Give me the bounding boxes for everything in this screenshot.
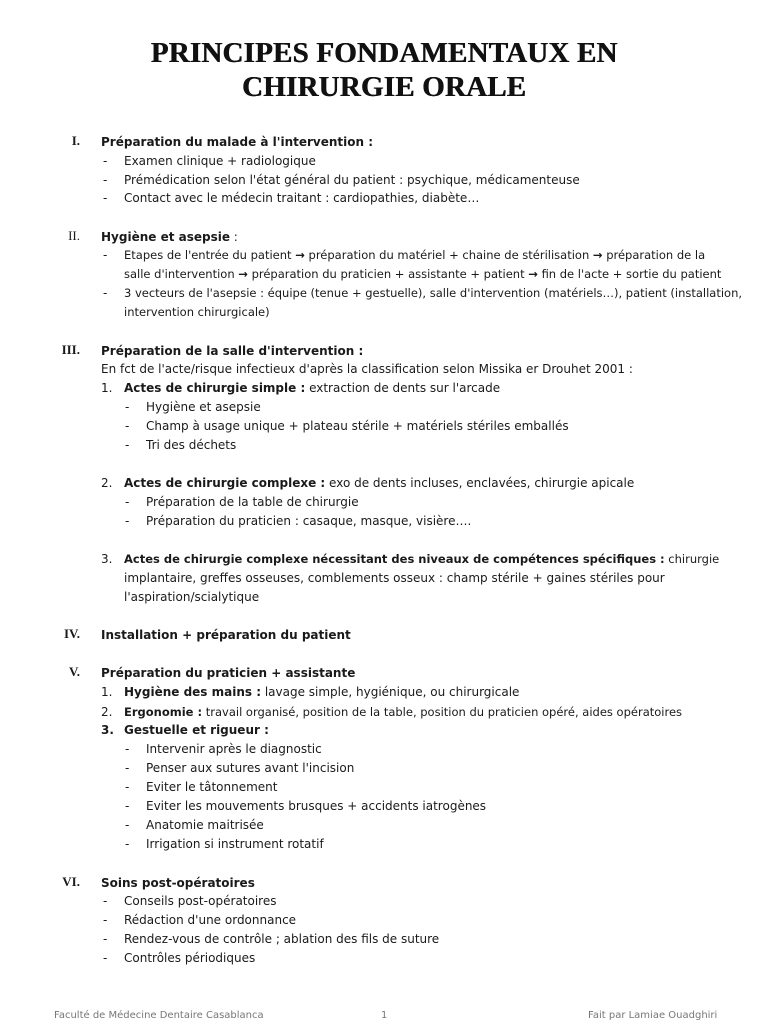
dash-marker: -	[103, 932, 108, 946]
section-3-number: III.	[61, 342, 80, 357]
section-6-number: VI.	[62, 874, 80, 889]
dash-marker: -	[125, 514, 130, 528]
subsection-3-1-number: 1.	[101, 381, 113, 395]
dash-marker: -	[125, 438, 130, 452]
dash-marker: -	[125, 495, 130, 509]
section-5-heading: Préparation du praticien + assistante	[101, 666, 356, 680]
subsection-5-3-heading: Gestuelle et rigueur :	[124, 723, 269, 737]
section-6-item: Conseils post-opératoires	[124, 894, 277, 908]
section-1-heading: Préparation du malade à l'intervention :	[101, 135, 374, 149]
subsection-3-3-line-3: l'aspiration/scialytique	[124, 590, 260, 604]
section-1-item: Prémédication selon l'état général du patient : psychique, médicamenteuse	[124, 173, 580, 187]
section-3-intro: En fct de l'acte/risque infectieux d'après la classification selon Missika er Drouhet 2001 :	[101, 362, 633, 376]
subsection-5-3-item: Eviter le tâtonnement	[146, 780, 278, 794]
footer-right: Fait par Lamiae Ouadghiri	[588, 1010, 718, 1021]
subsection-3-1-item: Tri des déchets	[146, 438, 237, 452]
subsection-5-3-item: Intervenir après le diagnostic	[146, 742, 322, 756]
page-number: 1	[381, 1010, 388, 1021]
section-6-item: Contrôles périodiques	[124, 951, 256, 965]
subsection-5-3-item: Irrigation si instrument rotatif	[146, 837, 324, 851]
subsection-5-2-text: Ergonomie : travail organisé, position de la table, position du praticien opéré, aides opératoires	[124, 705, 683, 719]
subsection-3-2-item: Préparation du praticien : casaque, masque, visière….	[146, 514, 472, 528]
dash-marker: -	[103, 913, 108, 927]
dash-marker: -	[125, 837, 130, 851]
dash-marker: -	[125, 818, 130, 832]
section-1-number: I.	[71, 133, 80, 148]
dash-marker: -	[103, 248, 108, 262]
subsection-3-2-text: Actes de chirurgie complexe : exo de dents incluses, enclavées, chirurgie apicale	[124, 476, 635, 490]
section-2-number: II.	[68, 228, 80, 243]
section-2-item-2-line-2: intervention chirurgicale)	[124, 305, 270, 319]
dash-marker: -	[103, 894, 108, 908]
section-2-item-2-line-1: 3 vecteurs de l'asepsie : équipe (tenue + gestuelle), salle d'intervention (matériels…), patient (installation,	[124, 286, 743, 300]
subsection-5-2-number: 2.	[101, 705, 113, 719]
page-title	[0, 36, 768, 104]
section-6-item: Rendez-vous de contrôle ; ablation des fils de suture	[124, 932, 440, 946]
section-6-heading: Soins post-opératoires	[101, 876, 255, 890]
arrow-icon: →	[528, 267, 538, 281]
section-5-number: V.	[69, 664, 80, 679]
subsection-3-1-item: Hygiène et asepsie	[146, 400, 261, 414]
subsection-3-1-text: Actes de chirurgie simple : extraction de dents sur l'arcade	[124, 381, 501, 395]
dash-marker: -	[125, 799, 130, 813]
dash-marker: -	[103, 154, 108, 168]
subsection-5-3-item: Anatomie maitrisée	[146, 818, 264, 832]
section-3-heading: Préparation de la salle d'intervention :	[101, 344, 364, 358]
subsection-3-3-line-2: implantaire, greffes osseuses, comblements osseux : champ stérile + gaines stériles pour	[124, 571, 665, 585]
arrow-icon: →	[592, 248, 603, 262]
section-6-item: Rédaction d'une ordonnance	[124, 913, 297, 927]
section-1-item: Examen clinique + radiologique	[124, 154, 316, 168]
subsection-3-1-item: Champ à usage unique + plateau stérile + matériels stériles emballés	[146, 419, 569, 433]
dash-marker: -	[103, 951, 108, 965]
dash-marker: -	[125, 742, 130, 756]
subsection-3-3-text: Actes de chirurgie complexe nécessitant des niveaux de compétences spécifiques : chirurgie	[124, 552, 720, 566]
subsection-3-3-number: 3.	[101, 552, 113, 566]
subsection-5-1-number: 1.	[101, 685, 113, 699]
dash-marker: -	[125, 419, 130, 433]
subsection-5-3-number: 3.	[101, 723, 114, 737]
section-2-item-1-line-2: salle d'intervention → préparation du praticien + assistante + patient → fin de l'acte + sortie du patient	[124, 267, 722, 281]
arrow-icon: →	[295, 248, 305, 262]
dash-marker: -	[103, 173, 108, 187]
subsection-5-3-item: Eviter les mouvements brusques + accidents iatrogènes	[146, 799, 487, 813]
dash-marker: -	[103, 191, 108, 205]
subsection-3-2-number: 2.	[101, 476, 113, 490]
title-line-2: CHIRURGIE ORALE	[241, 71, 527, 103]
section-4-number: IV.	[63, 626, 80, 641]
subsection-3-2-item: Préparation de la table de chirurgie	[146, 495, 359, 509]
section-1-item: Contact avec le médecin traitant : cardiopathies, diabète…	[124, 191, 480, 205]
section-2-item-1-line-1: Etapes de l'entrée du patient → préparation du matériel + chaine de stérilisation → préparation de la	[124, 248, 706, 262]
dash-marker: -	[125, 761, 130, 775]
section-2-heading: Hygiène et asepsie :	[101, 230, 238, 244]
dash-marker: -	[125, 780, 130, 794]
dash-marker: -	[125, 400, 130, 414]
dash-marker: -	[103, 286, 108, 300]
subsection-5-1-text: Hygiène des mains : lavage simple, hygiénique, ou chirurgicale	[124, 685, 520, 699]
footer-left: Faculté de Médecine Dentaire Casablanca	[54, 1010, 264, 1021]
section-4-heading: Installation + préparation du patient	[101, 628, 351, 642]
arrow-icon: →	[238, 267, 248, 281]
subsection-5-3-item: Penser aux sutures avant l'incision	[146, 761, 355, 775]
title-line-1: PRINCIPES FONDAMENTAUX EN	[150, 37, 618, 69]
